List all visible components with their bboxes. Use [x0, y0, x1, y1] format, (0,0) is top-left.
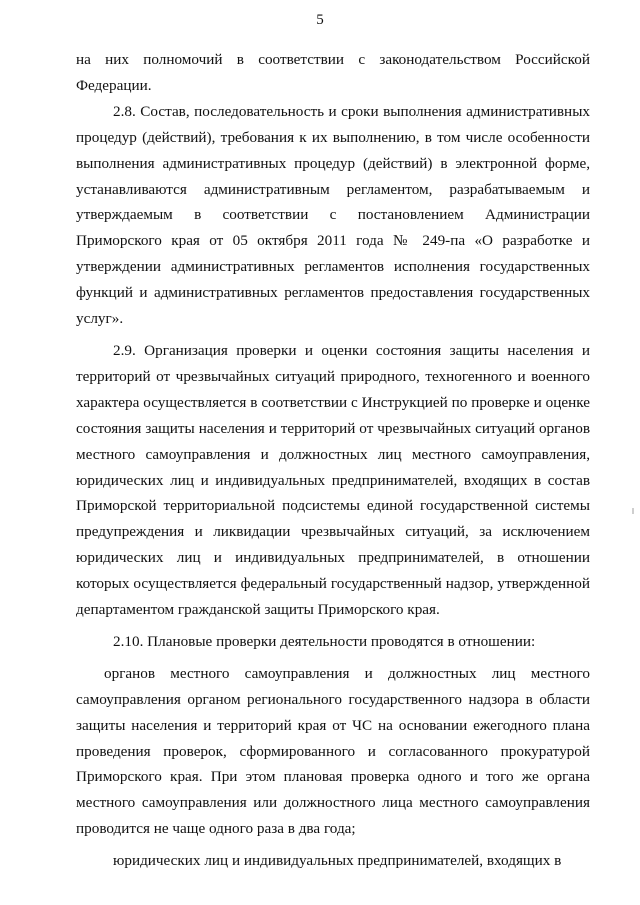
paragraph-2-10-item-legal-entities: юридических лиц и индивидуальных предпринимателей, входящих в: [113, 852, 562, 870]
scan-edge-mark: [632, 508, 634, 514]
paragraph-continuation: на них полномочий в соответствии с законодательством Российской Федерации.: [76, 51, 590, 94]
paragraph-2-8: 2.8. Состав, последовательность и сроки выполнения административных процедур (действий), требования к их выполнению, в том числе особенности выполнения административных процедур (действий) в электронной форме, устанавливаются административным регламентом, разрабатываемым и утверждаемым в соответствии с постановлением Администрации Приморского края от 05 октября 2011 года № 249-па «О разработке и утверждении административных регламентов исполнения государственных функций и административных регламентов предоставления государственных услуг».: [76, 102, 590, 328]
paragraph-2-9: 2.9. Организация проверки и оценки состояния защиты населения и территорий от чрезвычайных ситуаций природного, техногенного и военного характера осуществляется в соответствии с Инструкцией по проверке и оценке состояния защиты населения и территорий от чрезвычайных ситуаций органов местного самоуправления и должностных лиц местного самоуправления, юридических лиц и индивидуальных предпринимателей, входящих в состав Приморской территориальной подсистемы единой государственной системы предупреждения и ликвидации чрезвычайных ситуаций, за исключением юридических лиц и индивидуальных предпринимателей, в отношении которых осуществляется федеральный государственный надзор, утвержденной департаментом гражданской защиты Приморского края.: [76, 341, 590, 619]
paragraph-2-10: 2.10. Плановые проверки деятельности проводятся в отношении:: [113, 632, 536, 650]
page-number: 5: [316, 12, 324, 28]
paragraph-2-10-item-local-government: органов местного самоуправления и должностных лиц местного самоуправления органом регионального государственного надзора в области защиты населения и территорий края от ЧС на основании ежегодного плана проведения проверок, сформированного и согласованного прокуратурой Приморского края. При этом плановая проверка одного и того же органа местного самоуправления или должностного лица местного самоуправления проводится не чаще одного раза в два года;: [76, 664, 590, 838]
document-body: [76, 47, 590, 874]
